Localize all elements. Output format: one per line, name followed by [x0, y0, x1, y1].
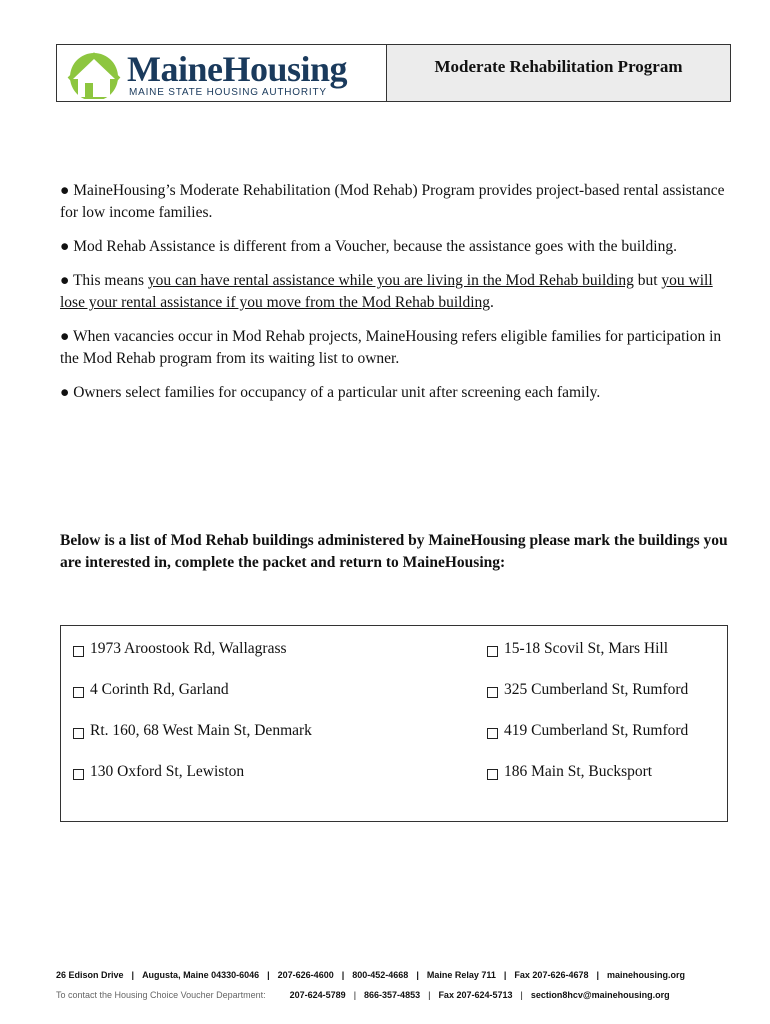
footer-city: Augusta, Maine 04330-6046	[142, 970, 260, 980]
bullet-item: ● When vacancies occur in Mod Rehab projects, MaineHousing refers eligible families for participation in the Mod Rehab program from its waiting list to owner.	[60, 328, 722, 367]
bullet-lead: ● This means	[60, 272, 148, 289]
building-label: 15-18 Scovil St, Mars Hill	[504, 640, 669, 657]
intro-text: Below is a list of Mod Rehab buildings administered by MaineHousing please mark the buildings you are interested in, complete the packet and return to MaineHousing:	[60, 532, 728, 571]
bullet-mid: but	[633, 272, 662, 289]
building-option[interactable]	[487, 763, 688, 804]
building-label: 186 Main St, Bucksport	[504, 763, 653, 780]
building-label: 419 Cumberland St, Rumford	[504, 722, 689, 739]
bullet-item: ● Owners select families for occupancy of a particular unit after screening each family.	[60, 384, 601, 401]
logo	[57, 45, 387, 101]
building-label: 1973 Aroostook Rd, Wallagrass	[90, 640, 287, 657]
building-option[interactable]	[73, 722, 312, 763]
checkbox-icon[interactable]	[487, 646, 498, 657]
underlined-text: you can have rental assistance while you are living in the Mod Rehab building	[147, 272, 634, 289]
footer-contact-line: 26 Edison Drive | Augusta, Maine 04330-6046 | 207-626-4600 | 800-452-4668 | Maine Relay 711 | Fax 207-626-4678 | mainehousing.org	[56, 970, 686, 980]
footer-hcv-tollfree: 866-357-4853	[364, 990, 421, 1000]
footer-hcv-fax: Fax 207-624-5713	[438, 990, 513, 1000]
building-label: 4 Corinth Rd, Garland	[90, 681, 229, 698]
title-cell	[387, 45, 730, 101]
bullet-item: ● MaineHousing’s Moderate Rehabilitation (Mod Rehab) Program provides project-based rental assistance for low income families.	[60, 182, 725, 221]
checkbox-icon[interactable]	[73, 728, 84, 739]
bullet-item: ● Mod Rehab Assistance is different from a Voucher, because the assistance goes with the building.	[60, 238, 677, 255]
building-label: 325 Cumberland St, Rumford	[504, 681, 689, 698]
underlined-text: you will lose your rental assistance if you move from the Mod Rehab building	[60, 272, 713, 311]
checkbox-icon[interactable]	[487, 687, 498, 698]
footer-fax: Fax 207-626-4678	[514, 970, 589, 980]
building-option[interactable]	[487, 640, 688, 681]
buildings-box	[60, 625, 728, 822]
logo-wordmark: MaineHousing	[127, 49, 348, 89]
page-header	[56, 44, 731, 102]
checkbox-icon[interactable]	[73, 646, 84, 657]
footer-relay: Maine Relay 711	[426, 970, 496, 980]
bullet-list	[60, 180, 725, 416]
checkbox-icon[interactable]	[73, 769, 84, 780]
checkbox-icon[interactable]	[73, 687, 84, 698]
logo-subtitle: MAINE STATE HOUSING AUTHORITY	[129, 87, 327, 98]
footer-website-link[interactable]: mainehousing.org	[607, 970, 686, 980]
footer-phone: 207-626-4600	[277, 970, 334, 980]
building-label: Rt. 160, 68 West Main St, Denmark	[90, 722, 312, 739]
house-logo-icon	[63, 49, 125, 99]
footer-hcv-line: To contact the Housing Choice Voucher Department: 207-624-5789 | 866-357-4853 | Fax 207-624-5713 | section8hcv@mainehousing.org	[56, 990, 670, 1000]
footer-hcv-lead: To contact the Housing Choice Voucher Department:	[56, 990, 266, 1000]
bullet-item	[60, 270, 725, 314]
footer-tollfree: 800-452-4668	[352, 970, 409, 980]
building-option[interactable]	[73, 640, 312, 681]
buildings-right-column	[487, 640, 688, 804]
building-option[interactable]	[73, 681, 312, 722]
bullet-end: .	[490, 294, 494, 311]
building-option[interactable]	[73, 763, 312, 804]
building-option[interactable]	[487, 722, 688, 763]
footer-address: 26 Edison Drive	[56, 970, 124, 980]
checkbox-icon[interactable]	[487, 769, 498, 780]
footer-hcv-phone: 207-624-5789	[289, 990, 346, 1000]
buildings-left-column	[73, 640, 312, 804]
building-label: 130 Oxford St, Lewiston	[90, 763, 245, 780]
footer-hcv-email-link[interactable]: section8hcv@mainehousing.org	[530, 990, 670, 1000]
program-title: Moderate Rehabilitation Program	[434, 57, 683, 76]
checkbox-icon[interactable]	[487, 728, 498, 739]
building-option[interactable]	[487, 681, 688, 722]
